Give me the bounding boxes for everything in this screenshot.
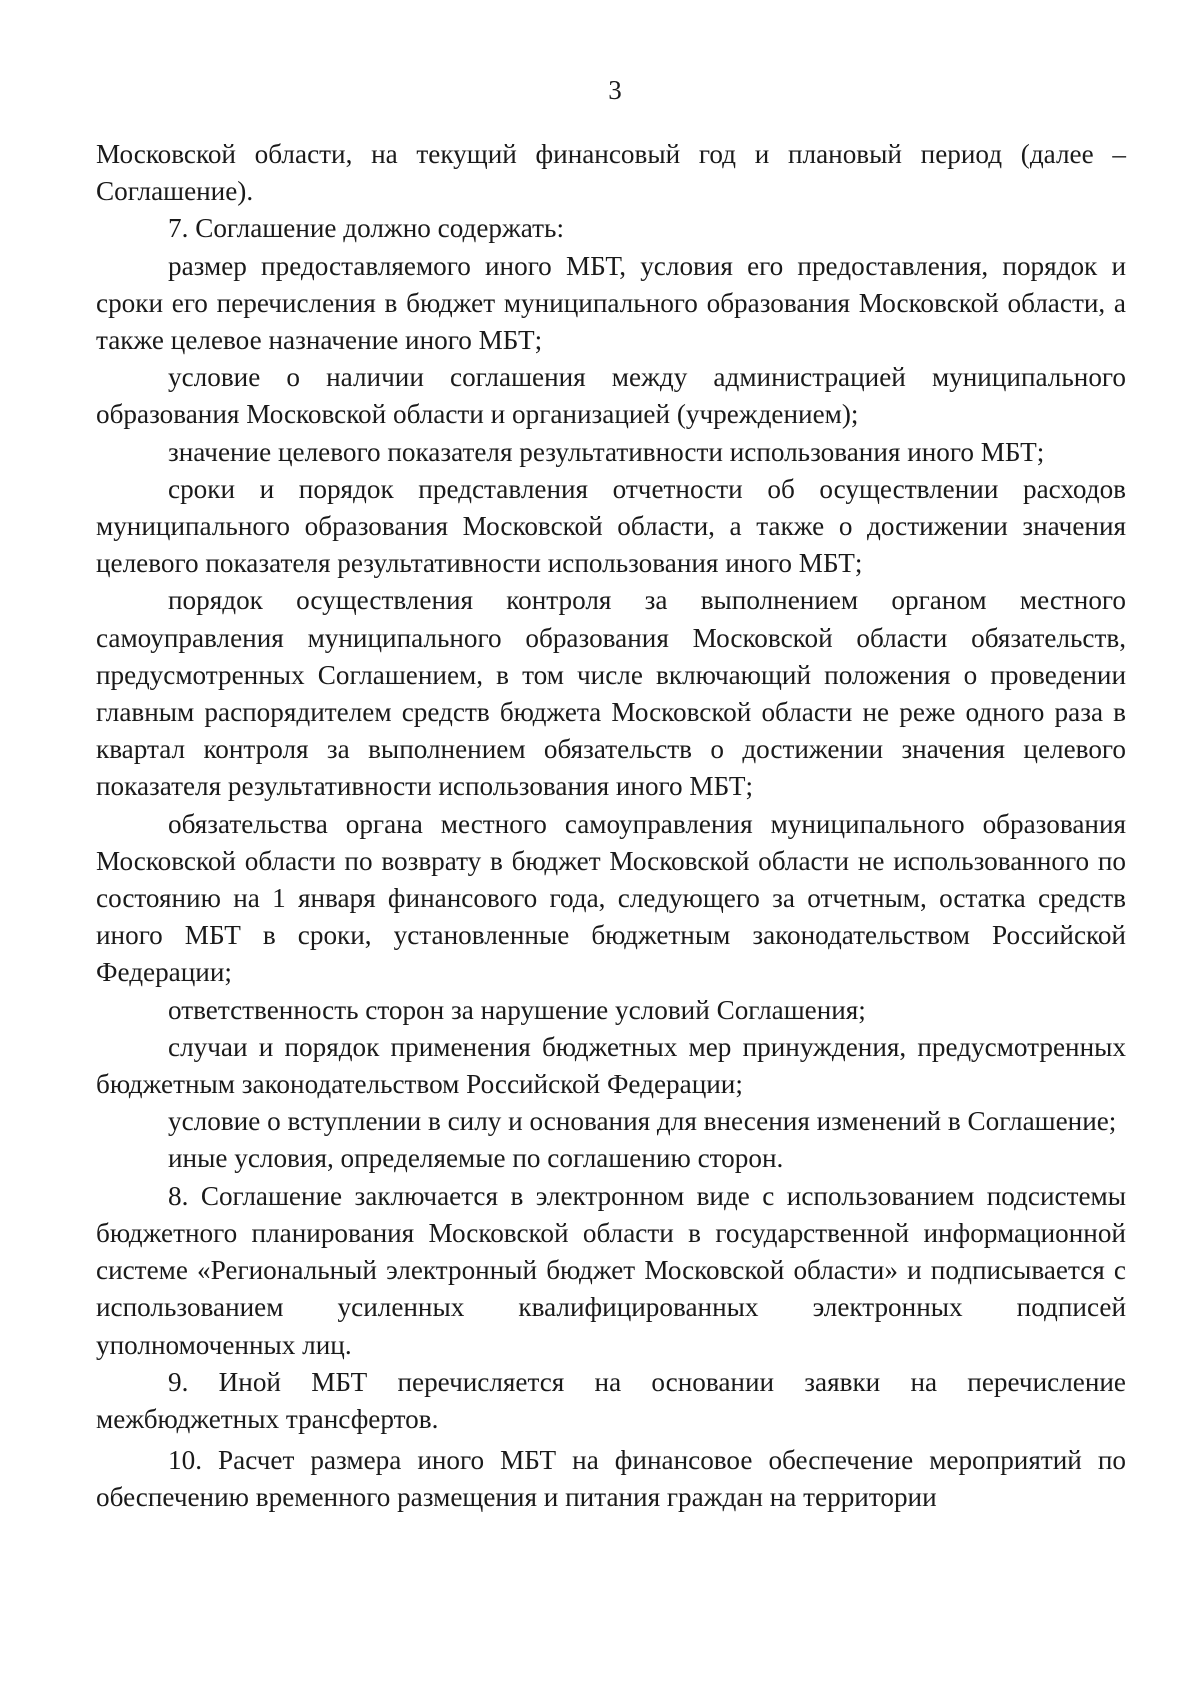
paragraph-other-conditions: иные условия, определяемые по соглашению сторон. (168, 1143, 784, 1174)
paragraph-agreement-condition: условие о наличии соглашения между администрацией муниципального образования Московской области и организацией (учреждением); (96, 362, 1126, 430)
page-number: 3 (608, 75, 622, 105)
paragraph-enforcement: случаи и порядок применения бюджетных мер принуждения, предусмотренных бюджетным законодательством Российской Федерации; (96, 1031, 1126, 1100)
paragraph-item-9: 9. Иной МБТ перечисляется на основании заявки на перечисление межбюджетных трансфертов. (96, 1366, 1126, 1434)
document-body (96, 136, 1126, 1517)
paragraph-control: порядок осуществления контроля за выполнением органом местного самоуправления муниципального образования Московской области обязательств, предусмотренных Соглашением, в том числе включающий положения о проведении главным распорядителем средств бюджета Московской области не реже одного раза в квартал контроля за выполнением обязательств о достижении значения целевого показателя результативности использования иного МБТ; (96, 585, 1126, 802)
paragraph-reporting: сроки и порядок представления отчетности об осуществлении расходов муниципального образования Московской области, а также о достижении значения целевого показателя результативности использования иного МБТ; (96, 473, 1126, 579)
paragraph-mbt-size: размер предоставляемого иного МБТ, условия его предоставления, порядок и сроки его перечисления в бюджет муниципального образования Московской области, а также целевое назначение иного МБТ; (96, 250, 1126, 356)
paragraph-responsibility: ответственность сторон за нарушение условий Соглашения; (168, 994, 866, 1025)
paragraph-target-indicator: значение целевого показателя результативности использования иного МБТ; (168, 436, 1045, 467)
paragraph-item-10: 10. Расчет размера иного МБТ на финансовое обеспечение мероприятий по обеспечению временного размещения и питания граждан на территории (96, 1445, 1126, 1513)
paragraph-item-8: 8. Соглашение заключается в электронном виде с использованием подсистемы бюджетного планирования Московской области в государственной информационной системе «Региональный электронный бюджет Московской области» и подписывается с использованием усиленных квалифицированных электронных подписей уполномоченных лиц. (96, 1180, 1126, 1360)
paragraph-continuation: Московской области, на текущий финансовый год и плановый период (далее – Соглашение). (96, 139, 1126, 207)
paragraph-item-7: 7. Соглашение должно содержать: (168, 213, 564, 244)
paragraph-entry-into-force: условие о вступлении в силу и основания для внесения изменений в Соглашение; (168, 1106, 1117, 1137)
paragraph-obligations: обязательства органа местного самоуправления муниципального образования Московской области по возврату в бюджет Московской области не использованного по состоянию на 1 января финансового года, следующего за отчетным, остатка средств иного МБТ в сроки, установленные бюджетным законодательством Российской Федерации; (96, 808, 1126, 988)
